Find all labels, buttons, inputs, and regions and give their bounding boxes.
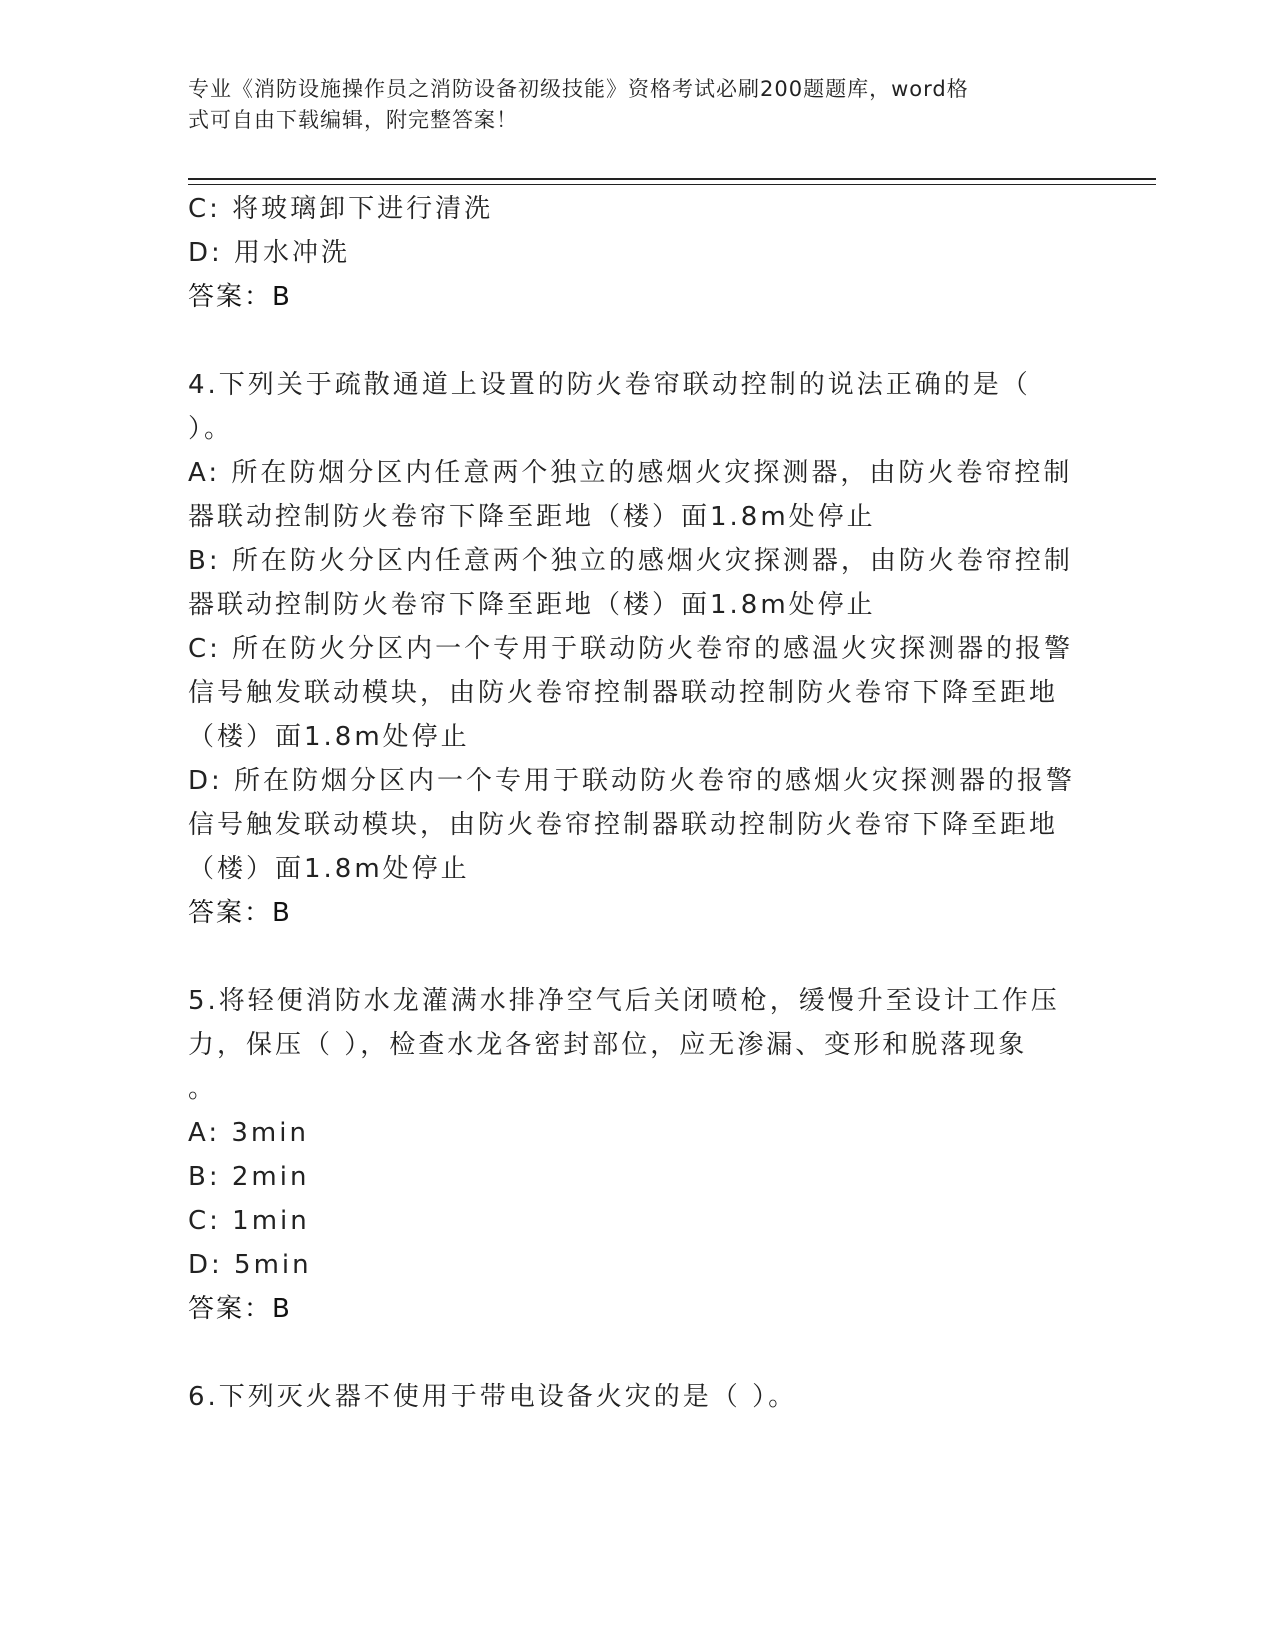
q5-option-d: D: 5min xyxy=(188,1250,312,1280)
q5-option-c: C: 1min xyxy=(188,1206,310,1236)
q3-answer: 答案：B xyxy=(188,282,292,312)
q3-option-d: D: 用水冲洗 xyxy=(188,238,351,268)
q4-option-c-line-2: 信号触发联动模块，由防火卷帘控制器联动控制防火卷帘下降至距地 xyxy=(188,678,1059,708)
q4-option-c-line-1: C: 所在防火分区内一个专用于联动防火卷帘的感温火灾探测器的报警 xyxy=(188,634,1074,664)
q4-option-d-line-1: D: 所在防烟分区内一个专用于联动防火卷帘的感烟火灾探测器的报警 xyxy=(188,766,1076,796)
q4-option-d-line-2: 信号触发联动模块，由防火卷帘控制器联动控制防火卷帘下降至距地 xyxy=(188,810,1059,840)
document-header xyxy=(188,74,1068,136)
q4-stem-line-1: 4.下列关于疏散通道上设置的防火卷帘联动控制的说法正确的是（ xyxy=(188,370,1031,400)
q6-stem-line-1: 6.下列灭火器不使用于带电设备火灾的是（ ）。 xyxy=(188,1382,798,1412)
q5-stem-line-1: 5.将轻便消防水龙灌满水排净空气后关闭喷枪，缓慢升至设计工作压 xyxy=(188,986,1060,1016)
q4-answer: 答案：B xyxy=(188,898,292,928)
header-line-2: 式可自由下载编辑，附完整答案！ xyxy=(188,108,518,132)
header-rule-thin xyxy=(188,184,1156,185)
q4-option-d-line-3: （楼）面1.8m处停止 xyxy=(188,854,470,884)
q5-stem-line-3: 。 xyxy=(188,1074,218,1104)
q5-option-b: B: 2min xyxy=(188,1162,310,1192)
q4-option-b-line-1: B: 所在防火分区内任意两个独立的感烟火灾探测器，由防火卷帘控制 xyxy=(188,546,1073,576)
header-line-1: 专业《消防设施操作员之消防设备初级技能》资格考试必刷200题题库，word格 xyxy=(188,77,969,101)
q5-option-a: A: 3min xyxy=(188,1118,309,1148)
header-rule-thick xyxy=(188,178,1156,180)
q4-option-c-line-3: （楼）面1.8m处停止 xyxy=(188,722,470,752)
q5-stem-line-2: 力，保压（ ），检查水龙各密封部位，应无渗漏、变形和脱落现象 xyxy=(188,1030,1028,1060)
q3-option-c: C: 将玻璃卸下进行清洗 xyxy=(188,194,494,224)
q4-option-a-line-1: A: 所在防烟分区内任意两个独立的感烟火灾探测器，由防火卷帘控制 xyxy=(188,458,1073,488)
q4-stem-line-2: ）。 xyxy=(188,414,234,444)
q4-option-b-line-2: 器联动控制防火卷帘下降至距地（楼）面1.8m处停止 xyxy=(188,590,876,620)
q5-answer: 答案：B xyxy=(188,1294,292,1324)
q4-option-a-line-2: 器联动控制防火卷帘下降至距地（楼）面1.8m处停止 xyxy=(188,502,876,532)
